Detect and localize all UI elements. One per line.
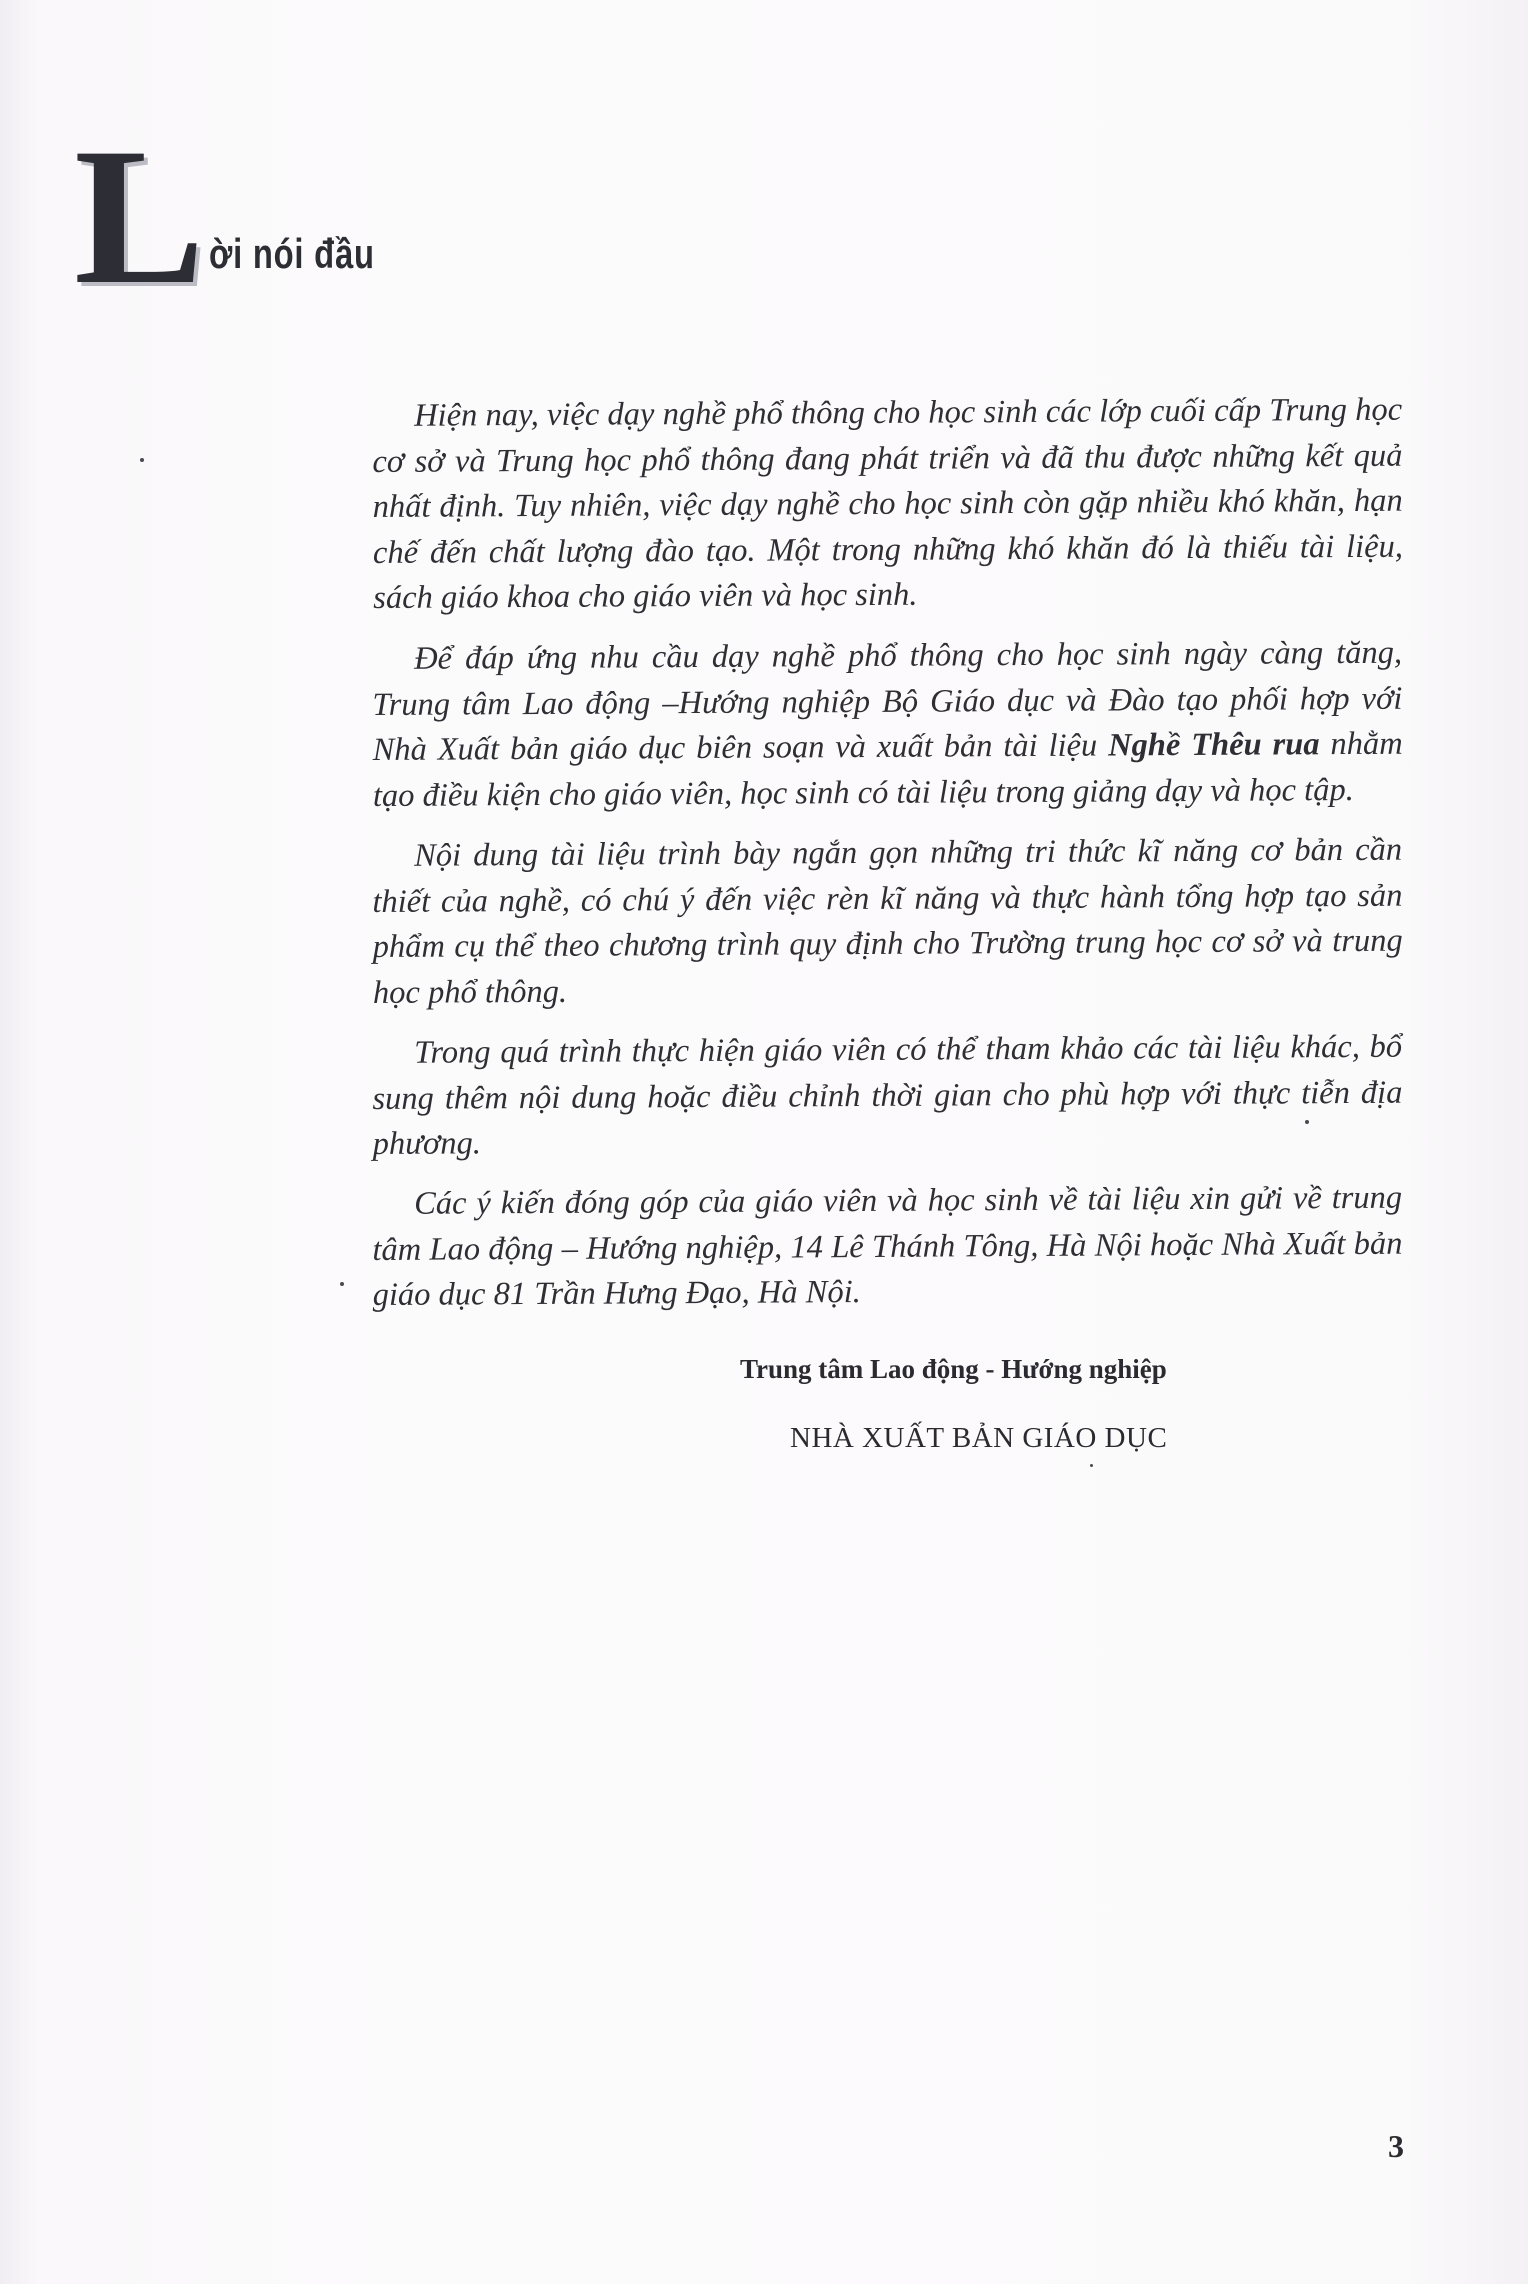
paper-speck <box>1090 1464 1093 1467</box>
paper-speck <box>1305 1120 1309 1124</box>
paragraph-4: Trong quá trình thực hiện giáo viên có thể tham khảo các tài liệu khác, bổ sung thêm nội dung hoặc điều chỉnh thời gian cho phù hợp với thực tiễn địa phương. <box>372 1028 1403 1162</box>
paragraph-2-start: Để đáp ứng nhu cầu dạy nghề phổ thông cho học sinh ngày càng tăng, Trung tâm Lao động –Hướng nghiệp Bộ Giáo dục và Đào tạo phối hợp với Nhà Xuất bản giáo dục biên soạn và xuất bản tài liệu <box>372 634 1403 768</box>
page-number: 3 <box>1388 2128 1404 2164</box>
paragraph-2-end: nhằm tạo điều kiện cho giáo viên, học sinh có tài liệu trong giảng dạy và học tập. <box>372 725 1403 813</box>
heading <box>74 108 421 325</box>
book-title-emphasis: Nghề Thêu rua <box>1108 725 1320 764</box>
signature-center: Trung tâm Lao động - Hướng nghiệp <box>740 1354 1167 1384</box>
body-text <box>372 391 1404 1334</box>
paragraph-1: Hiện nay, việc dạy nghề phổ thông cho học sinh các lớp cuối cấp Trung học cơ sở và Trung học phổ thông đang phát triển và đã thu được những kết quả nhất định. Tuy nhiên, việc dạy nghề cho học sinh còn gặp nhiều khó khăn, hạn chế đến chất lượng đào tạo. Một trong những khó khăn đó là thiếu tài liệu, sách giáo khoa cho giáo viên và học sinh. <box>372 391 1404 616</box>
drop-cap-letter: L <box>74 108 205 325</box>
paragraph-5: Các ý kiến đóng góp của giáo viên và học sinh về tài liệu xin gửi về trung tâm Lao động – Hướng nghiệp, 14 Lê Thánh Tông, Hà Nội hoặc Nhà Xuất bản giáo dục 81 Trần Hưng Đạo, Hà Nội. <box>372 1179 1403 1313</box>
paragraph-3: Nội dung tài liệu trình bày ngắn gọn những tri thức kĩ năng cơ bản cần thiết của nghề, có chú ý đến việc rèn kĩ năng và thực hành tổng hợp tạo sản phẩm cụ thể theo chương trình quy định cho Trường trung học cơ sở và trung học phổ thông. <box>372 831 1403 1010</box>
signature-publisher: NHÀ XUẤT BẢN GIÁO DỤC <box>790 1422 1168 1454</box>
page-title: ời nói đầu <box>208 230 375 277</box>
paper-speck <box>140 458 144 462</box>
paper-speck <box>340 1282 344 1286</box>
paragraph-2 <box>372 630 1403 818</box>
